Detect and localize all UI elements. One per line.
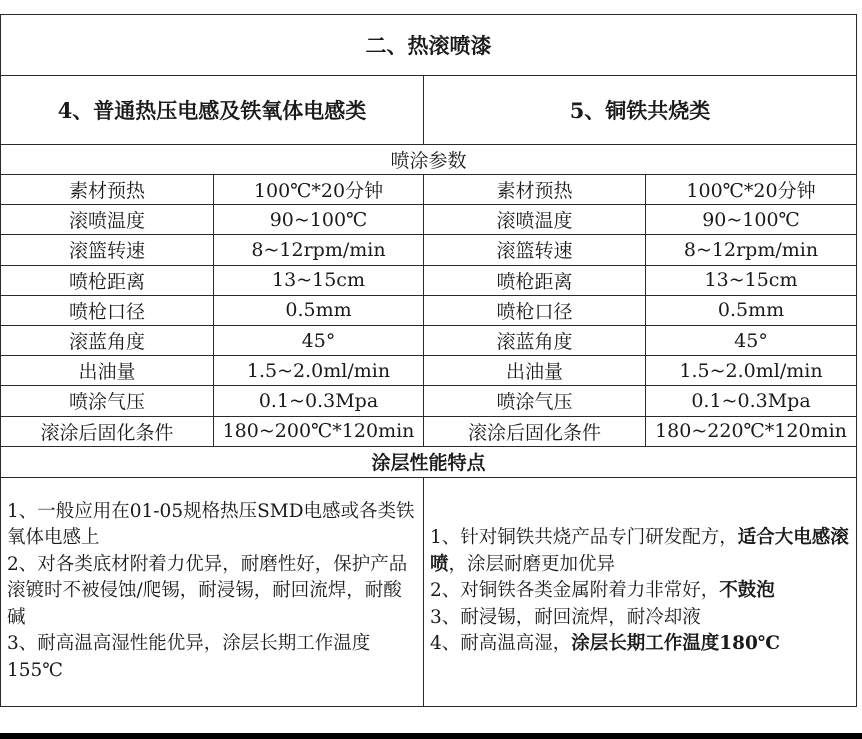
params-header: 喷涂参数 (1, 145, 857, 175)
param-label-left: 滚篮转速 (1, 235, 214, 265)
left-note: 1、一般应用在01-05规格热压SMD电感或各类铁氧体电感上 (7, 500, 415, 549)
param-value-left: 0.5mm (214, 295, 424, 325)
param-value-left: 45° (214, 325, 424, 355)
param-row (1, 265, 857, 295)
right-features (424, 477, 857, 706)
spec-sheet (0, 14, 856, 733)
param-label-right: 喷涂气压 (424, 386, 646, 416)
param-label-right: 滚篮转速 (424, 235, 646, 265)
param-value-left: 180~200℃*120min (214, 416, 424, 446)
left-note: 2、对各类底材附着力优异，耐磨性好，保护产品滚镀时不被侵蚀/爬锡，耐浸锡，耐回流焊，耐酸碱 (7, 553, 408, 628)
param-row (1, 325, 857, 355)
param-value-left: 90~100℃ (214, 205, 424, 235)
param-label-left: 素材预热 (1, 175, 214, 205)
sheet-title: 二、热滚喷漆 (1, 15, 857, 76)
param-label-right: 出油量 (424, 356, 646, 386)
param-value-right: 90~100℃ (646, 205, 857, 235)
param-value-left: 13~15cm (214, 265, 424, 295)
param-row (1, 295, 857, 325)
param-row (1, 356, 857, 386)
param-value-left: 1.5~2.0ml/min (214, 356, 424, 386)
param-label-left: 喷枪距离 (1, 265, 214, 295)
right-note-emphasis: 适合大电感滚喷 (430, 527, 849, 575)
param-label-left: 滚涂后固化条件 (1, 416, 214, 446)
param-value-left: 8~12rpm/min (214, 235, 424, 265)
param-label-right: 素材预热 (424, 175, 646, 205)
param-label-left: 滚喷温度 (1, 205, 214, 235)
left-features (1, 477, 424, 706)
left-note: 3、耐高温高湿性能优异，涂层长期工作温度155℃ (7, 633, 371, 681)
params-header-row (1, 145, 857, 175)
right-note-emphasis: 涂层长期工作温度180℃ (571, 633, 781, 655)
features-header-row (1, 446, 857, 477)
right-note (430, 631, 852, 658)
param-value-right: 1.5~2.0ml/min (646, 356, 857, 386)
right-category: 5、铜铁共烧类 (424, 76, 857, 145)
right-note-text: 2、对铜铁各类金属附着力非常好， (430, 580, 720, 602)
param-label-left: 滚蓝角度 (1, 325, 214, 355)
param-label-left: 喷枪口径 (1, 295, 214, 325)
param-value-right: 45° (646, 325, 857, 355)
param-row (1, 235, 857, 265)
param-label-right: 喷枪口径 (424, 295, 646, 325)
param-value-right: 0.1~0.3Mpa (646, 386, 857, 416)
param-value-right: 13~15cm (646, 265, 857, 295)
param-value-right: 0.5mm (646, 295, 857, 325)
param-label-right: 喷枪距离 (424, 265, 646, 295)
right-note-emphasis: 不鼓泡 (719, 580, 775, 602)
param-value-left: 0.1~0.3Mpa (214, 386, 424, 416)
title-row (1, 15, 857, 76)
category-row (1, 76, 857, 145)
right-note-text: 3、耐浸锡，耐回流焊，耐冷却液 (430, 606, 701, 628)
param-label-left: 喷涂气压 (1, 386, 214, 416)
right-note (430, 605, 852, 632)
param-row (1, 175, 857, 205)
param-row (1, 386, 857, 416)
right-note-text: 4、耐高温高湿， (430, 633, 572, 655)
right-note (430, 578, 852, 605)
param-label-right: 滚涂后固化条件 (424, 416, 646, 446)
param-label-right: 滚蓝角度 (424, 325, 646, 355)
param-label-left: 出油量 (1, 356, 214, 386)
features-header: 涂层性能特点 (1, 446, 857, 477)
spec-table (0, 14, 857, 707)
param-value-left: 100℃*20分钟 (214, 175, 424, 205)
param-label-right: 滚喷温度 (424, 205, 646, 235)
param-value-right: 180~220℃*120min (646, 416, 857, 446)
param-row (1, 205, 857, 235)
param-value-right: 100℃*20分钟 (646, 175, 857, 205)
right-note (430, 525, 852, 578)
left-category: 4、普通热压电感及铁氧体电感类 (1, 76, 424, 145)
bottom-border-bar (0, 733, 862, 739)
right-note-text: ，涂层耐磨更加优异 (448, 553, 616, 575)
param-row (1, 416, 857, 446)
features-row (1, 477, 857, 706)
param-value-right: 8~12rpm/min (646, 235, 857, 265)
right-note-text: 1、针对铜铁共烧产品专门研发配方， (430, 527, 738, 549)
